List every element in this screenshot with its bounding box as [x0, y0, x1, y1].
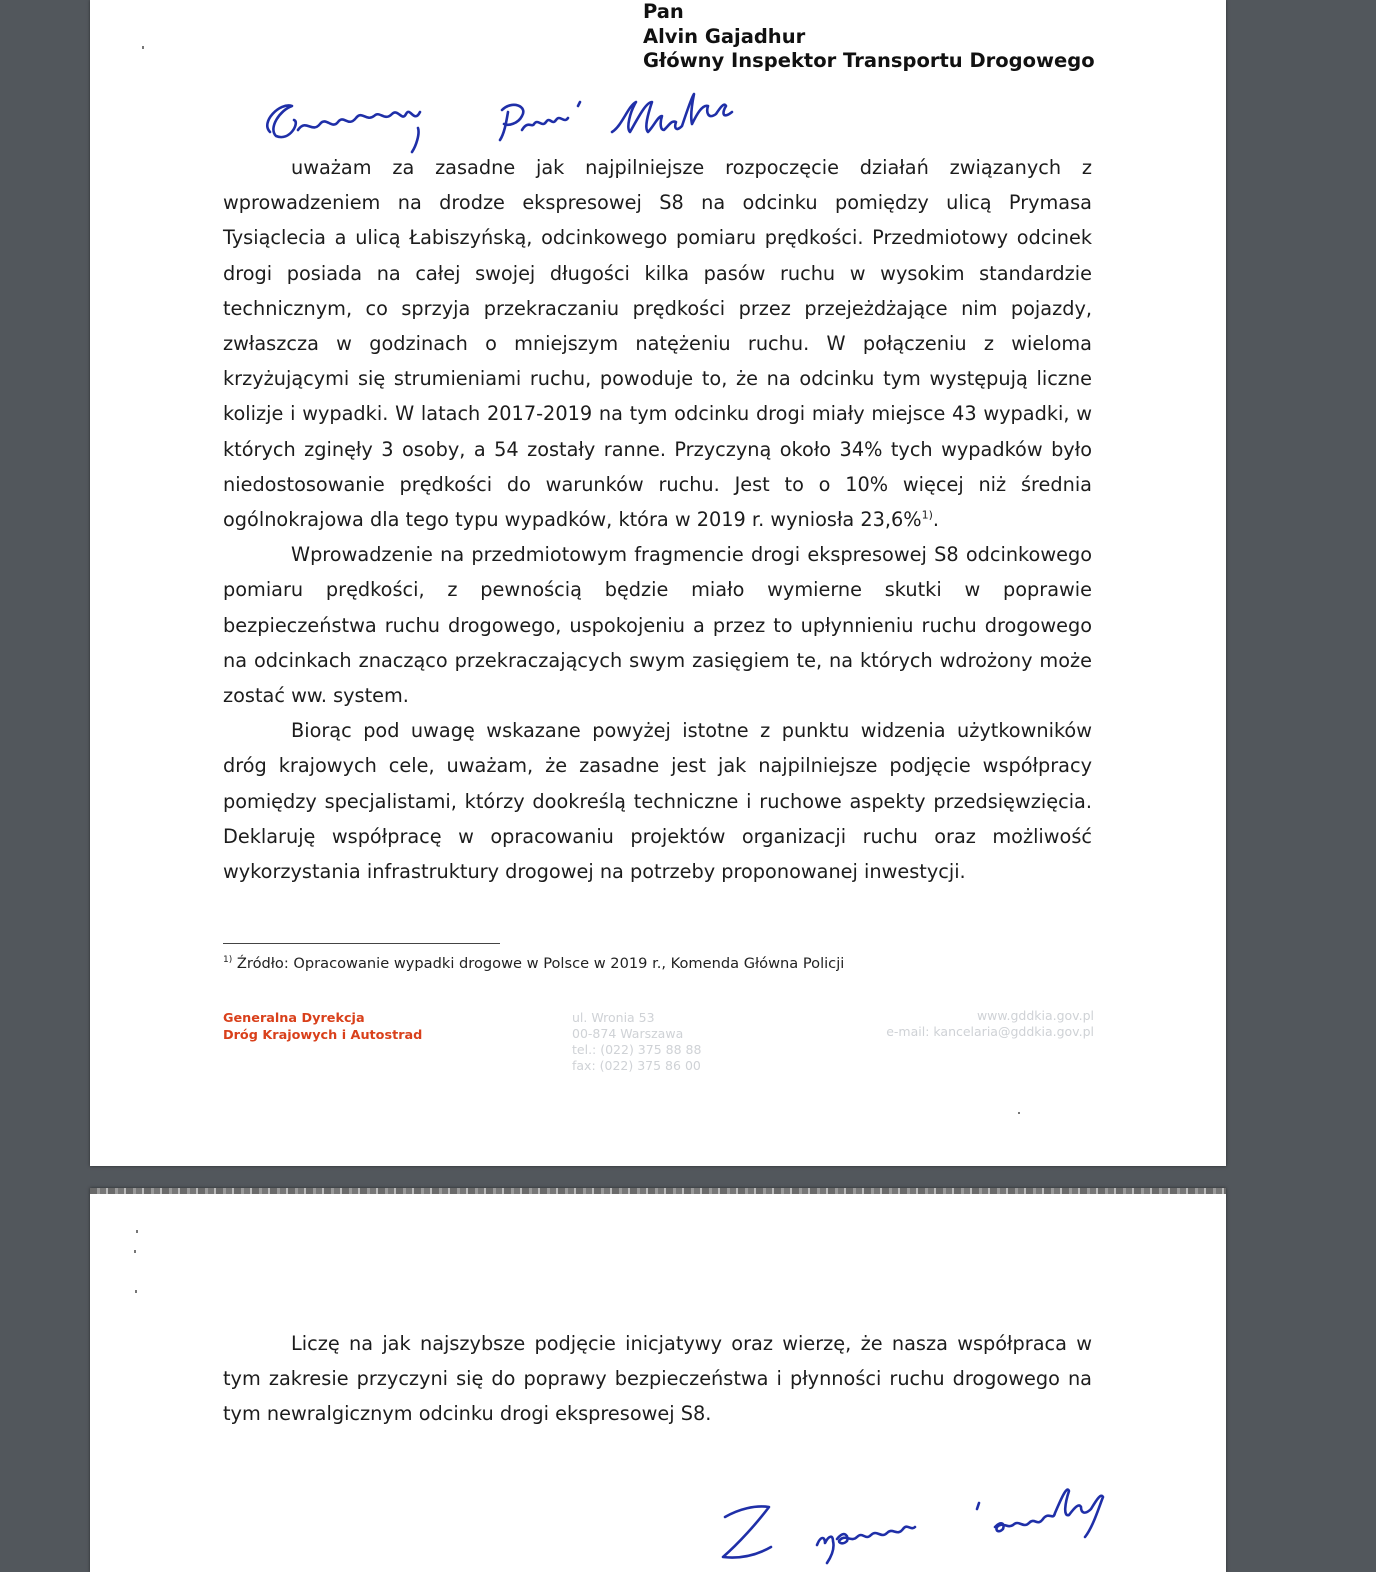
- org-line-1: Generalna Dyrekcja: [223, 1011, 365, 1026]
- paragraph-1-text: uważam za zasadne jak najpilniejsze rozpoczęcie działań związanych z wprowadzeniem na drodze ekspresowej S8 na odcinku pomiędzy ulicą Prymasa Tysiąclecia a ulicą Łabiszyńską, odcinkowego pomiaru prędkości. Przedmiotowy odcinek drogi posiada na całej swojej długości kilka pasów ruchu w wysokim standardzie technicznym, co sprzyja przekraczaniu prędkości przez przejeżdżające nim pojazdy, zwłaszcza w godzinach o mniejszym natężeniu ruchu. W połączeniu z wieloma krzyżującymi się strumieniami ruchu, powoduje to, że na odcinku tym występują liczne kolizje i wypadki. W latach 2017-2019 na tym odcinku drogi miały miejsce 43 wypadki, w których zginęły 3 osoby, a 54 zostały ranne. Przyczyną około 34% tych wypadków było niedostosowanie prędkości do warunków ruchu. Jest to o 10% więcej niż średnia ogólnokrajowa dla tego typu wypadków, która w 2019 r. wyniosła 23,6%: [223, 156, 1092, 532]
- footnote: [223, 955, 844, 972]
- footnote-text: Źródło: Opracowanie wypadki drogowe w Polsce w 2019 r., Komenda Główna Policji: [236, 955, 845, 972]
- address-line-1: ul. Wronia 53: [572, 1010, 655, 1025]
- handwritten-closing-signature: [705, 1493, 1125, 1571]
- org-line-2: Dróg Krajowych i Autostrad: [223, 1028, 423, 1043]
- scan-edge: [90, 1188, 1226, 1194]
- handwritten-greeting-signature: [260, 92, 780, 154]
- letterhead-address: [572, 1010, 701, 1074]
- paragraph-3: Biorąc pod uwagę wskazane powyżej istotne z punktu widzenia użytkowników dróg krajowych cele, uważam, że zasadne jest jak najpilniejsze podjęcie współpracy pomiędzy specjalistami, którzy dookreślą techniczne i ruchowe aspekty przedsięwzięcia. Deklaruję współpracę w opracowaniu projektów organizacji ruchu oraz możliwość wykorzystania infrastruktury drogowej na potrzeby proponowanej inwestycji.: [223, 719, 1092, 884]
- website: www.gddkia.gov.pl: [976, 1008, 1094, 1023]
- email: e-mail: kancelaria@gddkia.gov.pl: [886, 1024, 1094, 1039]
- scan-speck: [1018, 1112, 1020, 1114]
- addressee-block: [643, 0, 1095, 74]
- letterhead-organization: [223, 1010, 422, 1044]
- letterhead-contact: [886, 1008, 1094, 1040]
- closing-body: [223, 1326, 1092, 1432]
- scan-speck: [136, 1230, 138, 1233]
- document-page-2: [90, 1188, 1226, 1572]
- scan-speck: [142, 46, 144, 49]
- document-page-1: [90, 0, 1226, 1166]
- addressee-name: Alvin Gajadhur: [643, 24, 806, 48]
- addressee-title: Główny Inspektor Transportu Drogowego: [643, 49, 1095, 72]
- footnote-marker: 1): [223, 955, 233, 966]
- footnote-reference: 1): [921, 508, 933, 522]
- fax: fax: (022) 375 86 00: [572, 1058, 701, 1073]
- footnote-divider: [223, 943, 500, 944]
- address-line-2: 00-874 Warszawa: [572, 1026, 684, 1041]
- letter-body: [223, 150, 1092, 889]
- paragraph-2: Wprowadzenie na przedmiotowym fragmencie drogi ekspresowej S8 odcinkowego pomiaru prędkości, z pewnością będzie miało wymierne skutki w poprawie bezpieczeństwa ruchu drogowego, uspokojeniu a przez to upłynnieniu ruchu drogowego na odcinkach znacząco przekraczających swym zasięgiem te, na których wdrożony może zostać ww. system.: [223, 543, 1092, 708]
- closing-paragraph: Liczę na jak najszybsze podjęcie inicjatywy oraz wierzę, że nasza współpraca w tym zakresie przyczyni się do poprawy bezpieczeństwa i płynności ruchu drogowego na tym newralgicznym odcinku drogi ekspresowej S8.: [223, 1332, 1092, 1426]
- paragraph-1: uważam za zasadne jak najpilniejsze rozpoczęcie działań związanych z wprowadzeniem na drodze ekspresowej S8 na odcinku pomiędzy ulicą Prymasa Tysiąclecia a ulicą Łabiszyńską, odcinkowego pomiaru prędkości. Przedmiotowy odcinek drogi posiada na całej swojej długości kilka pasów ruchu w wysokim standardzie technicznym, co sprzyja przekraczaniu prędkości przez przejeżdżające nim pojazdy, zwłaszcza w godzinach o mniejszym natężeniu ruchu. W połączeniu z wieloma krzyżującymi się strumieniami ruchu, powoduje to, że na odcinku tym występują liczne kolizje i wypadki. W latach 2017-2019 na tym odcinku drogi miały miejsce 43 wypadki, w których zginęły 3 osoby, a 54 zostały ranne. Przyczyną około 34% tych wypadków było niedostosowanie prędkości do warunków ruchu. Jest to o 10% więcej niż średnia ogólnokrajowa dla tego typu wypadków, która w 2019 r. wyniosła 23,6%$^{1)}$.: [223, 156, 1092, 532]
- phone: tel.: (022) 375 88 88: [572, 1042, 702, 1057]
- addressee-salutation: Pan: [643, 0, 684, 23]
- scan-speck: [135, 1290, 137, 1293]
- scan-speck: [134, 1250, 136, 1253]
